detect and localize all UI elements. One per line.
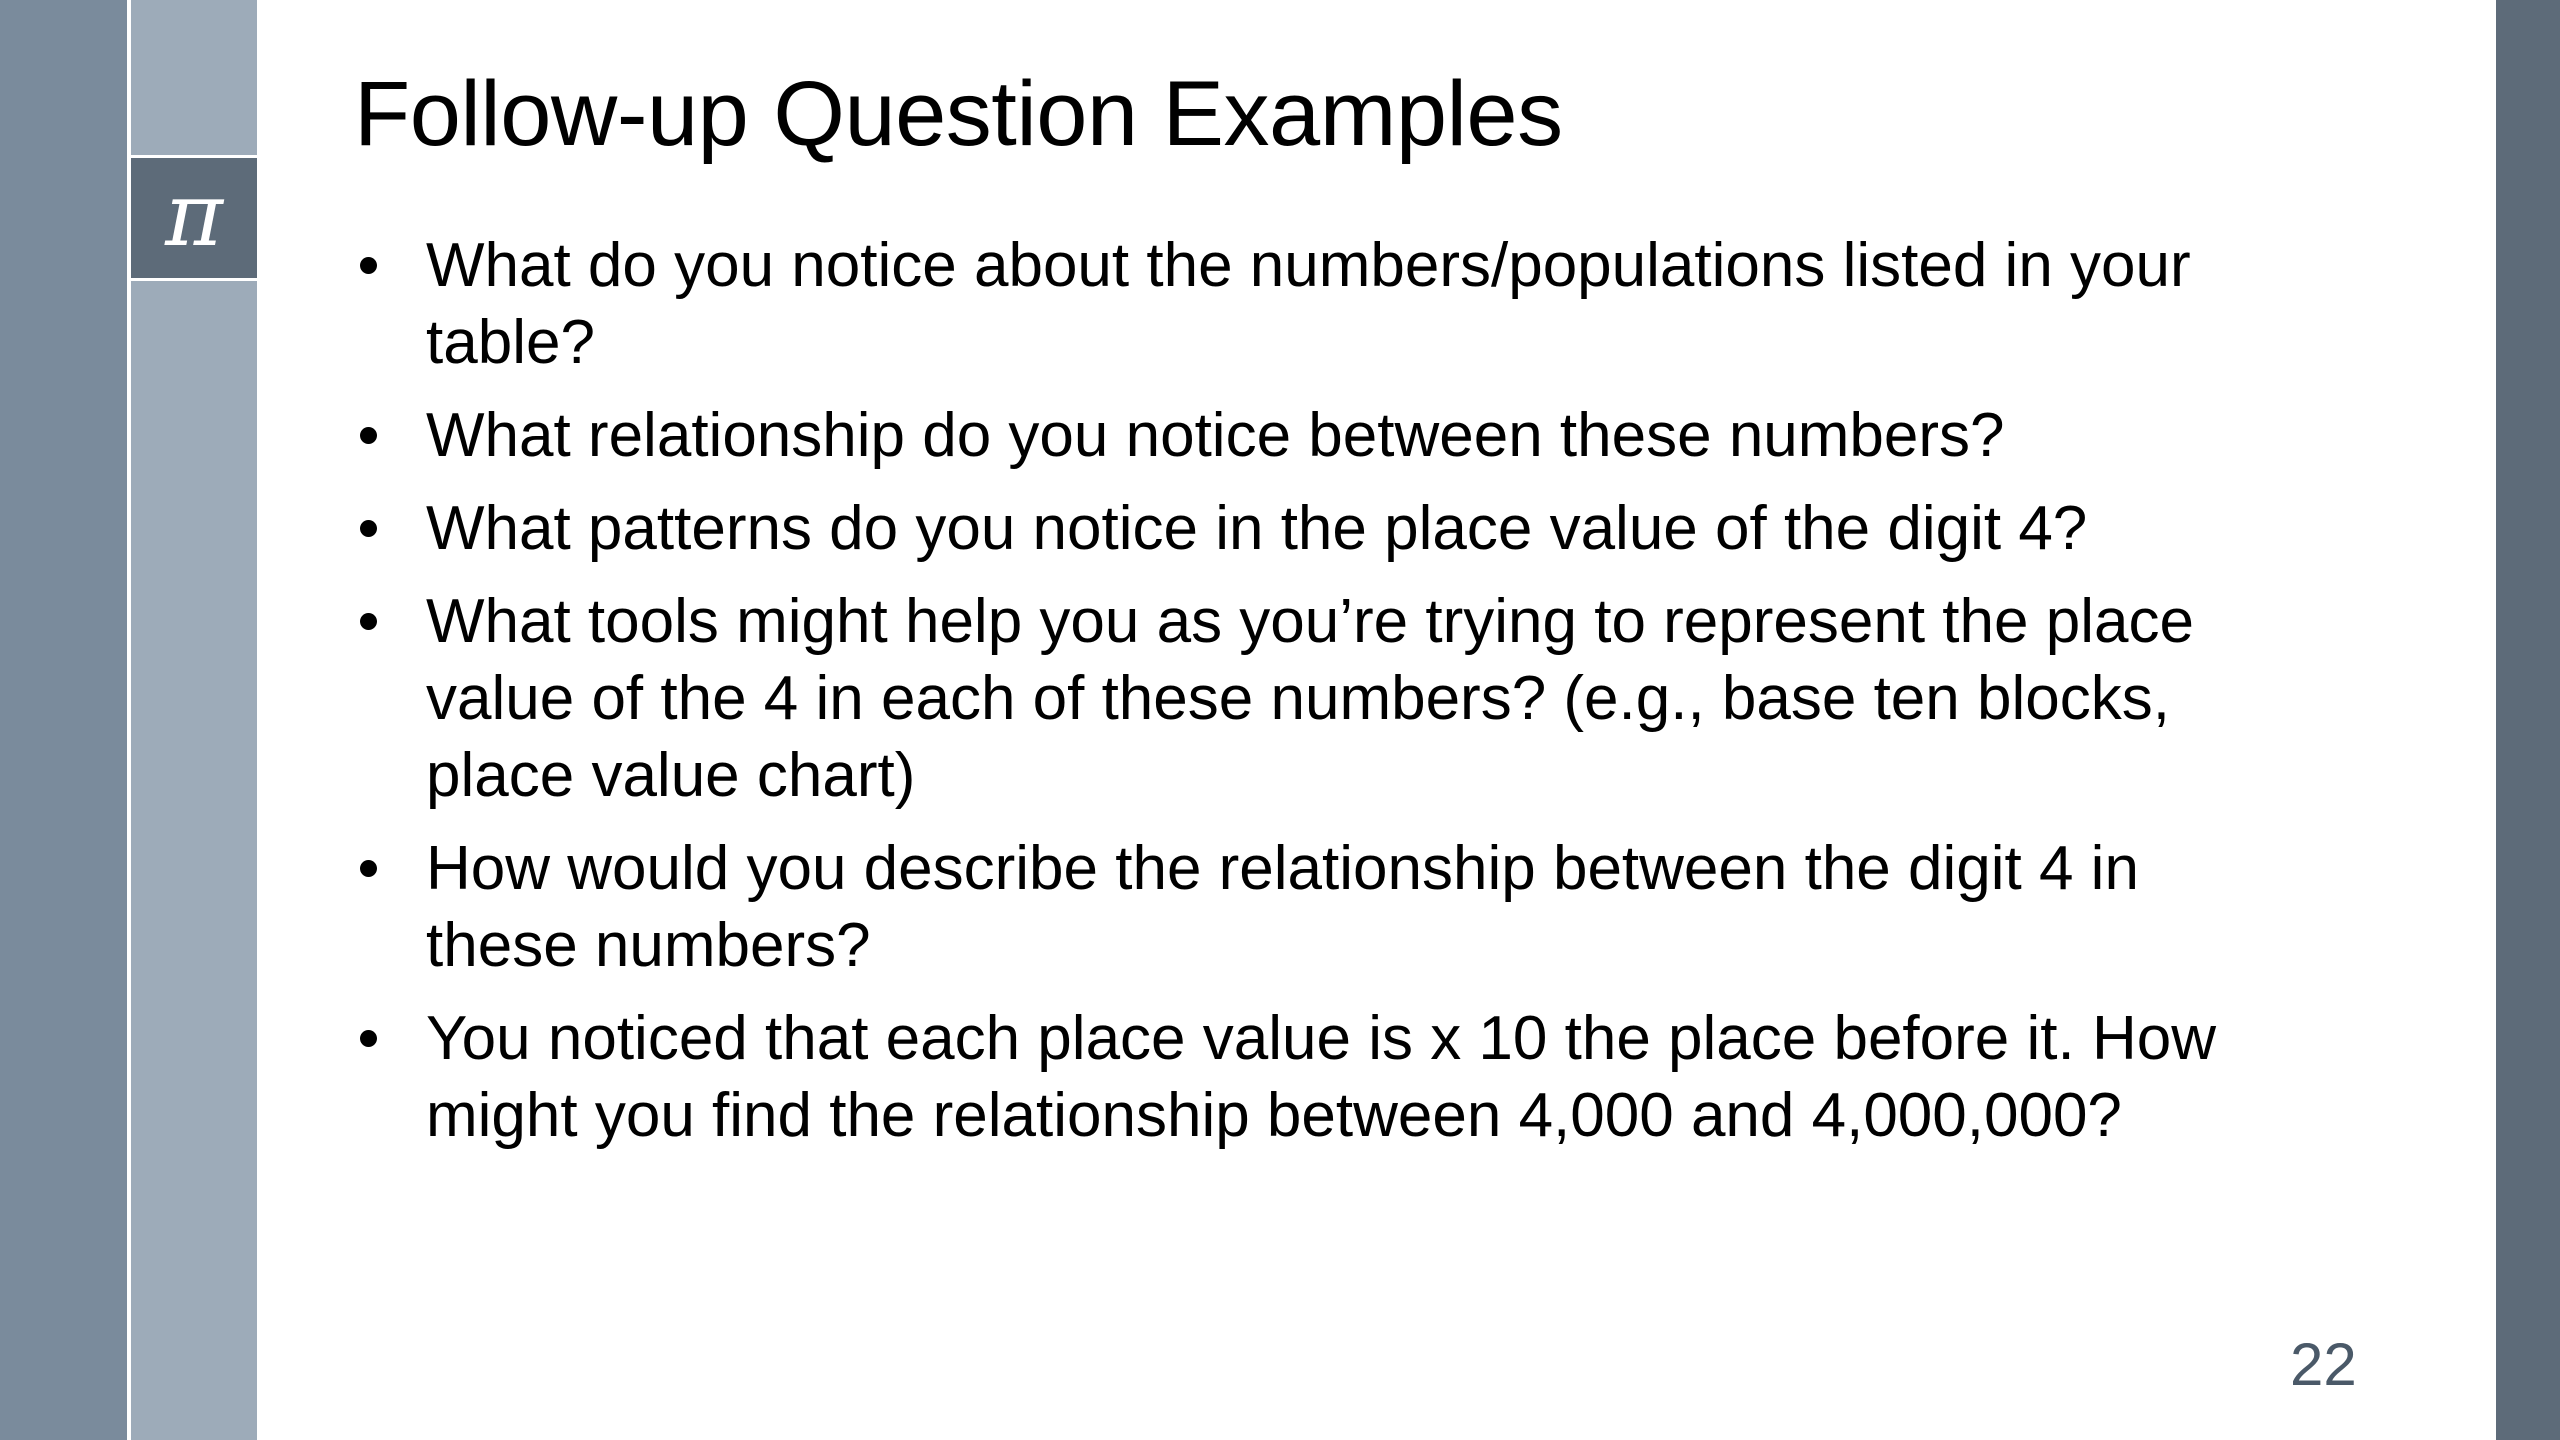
right-band <box>2496 0 2560 1440</box>
bullet-text: What patterns do you notice in the place value of the digit 4? <box>426 494 2088 563</box>
bullet-dot-icon <box>360 257 377 274</box>
bullet-list <box>354 227 2294 1170</box>
bullet-item <box>354 490 2294 567</box>
bullet-text: What tools might help you as you’re trying to represent the place value of the 4 in each of these numbers? (e.g., base ten blocks, place value chart) <box>426 587 2194 810</box>
bullet-dot-icon <box>360 1030 377 1047</box>
bullet-dot-icon <box>360 520 377 537</box>
bullet-text: What relationship do you notice between these numbers? <box>426 401 2005 470</box>
page-number: 22 <box>2290 1331 2357 1398</box>
bullet-item <box>354 227 2294 381</box>
bullet-dot-icon <box>360 613 377 630</box>
bullet-dot-icon <box>360 860 377 877</box>
left-outer-band <box>0 0 127 1440</box>
bullet-dot-icon <box>360 427 377 444</box>
bullet-text: What do you notice about the numbers/populations listed in your table? <box>426 231 2191 377</box>
slide-title: Follow-up Question Examples <box>354 63 1563 165</box>
bullet-text: How would you describe the relationship between the digit 4 in these numbers? <box>426 834 2139 980</box>
bullet-item <box>354 1000 2294 1154</box>
bullet-item <box>354 397 2294 474</box>
bullet-item <box>354 583 2294 814</box>
bullet-text: You noticed that each place value is x 10 the place before it. How might you find the relationship between 4,000 and 4,000,000? <box>426 1004 2216 1150</box>
bullet-item <box>354 830 2294 984</box>
logo-box <box>131 155 257 281</box>
pi-icon: π <box>165 163 223 266</box>
